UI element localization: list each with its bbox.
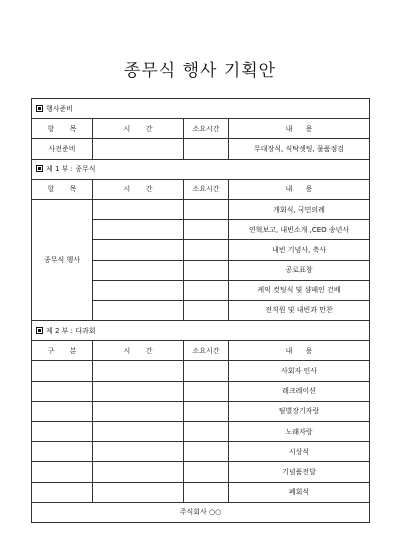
cell-category[interactable] — [32, 462, 93, 482]
table-row — [32, 199, 370, 219]
checkbox-bullet-icon — [36, 165, 43, 172]
cell-duration[interactable] — [184, 240, 229, 260]
column-header-time: 시 간 — [93, 119, 184, 139]
section-header-part2 — [32, 321, 370, 341]
column-header-category: 구 분 — [32, 341, 93, 361]
cell-duration[interactable] — [184, 139, 229, 159]
column-header-row — [32, 179, 370, 199]
cell-content: 공로표창 — [229, 260, 370, 280]
cell-content: 개회식, 국민의례 — [229, 199, 370, 219]
cell-time[interactable] — [93, 442, 184, 462]
column-header-row — [32, 341, 370, 361]
cell-category[interactable] — [32, 361, 93, 381]
document-title: 종무식 행사 기획안 — [123, 61, 277, 81]
cell-time[interactable] — [93, 139, 184, 159]
cell-duration[interactable] — [184, 442, 229, 462]
cell-content: 연혁보고, 내빈소개 ,CEO 송년사 — [229, 220, 370, 240]
cell-duration[interactable] — [184, 220, 229, 240]
cell-duration[interactable] — [184, 401, 229, 421]
column-header-item: 항 목 — [32, 179, 93, 199]
footer-row — [32, 502, 370, 522]
cell-duration[interactable] — [184, 381, 229, 401]
cell-time[interactable] — [93, 260, 184, 280]
cell-duration[interactable] — [184, 422, 229, 442]
cell-duration[interactable] — [184, 300, 229, 320]
cell-item: 사전준비 — [32, 139, 93, 159]
table-row — [32, 462, 370, 482]
section-title: 행사준비 — [46, 104, 74, 113]
column-header-time: 시 간 — [93, 341, 184, 361]
cell-time[interactable] — [93, 381, 184, 401]
cell-time[interactable] — [93, 462, 184, 482]
column-header-row — [32, 119, 370, 139]
section-title: 제 1 부 : 종무식 — [46, 165, 96, 174]
column-header-duration: 소요시간 — [184, 341, 229, 361]
checkbox-bullet-icon — [36, 105, 43, 112]
cell-category[interactable] — [32, 381, 93, 401]
column-header-duration: 소요시간 — [184, 179, 229, 199]
column-header-content: 내 용 — [229, 341, 370, 361]
checkbox-bullet-icon — [36, 327, 43, 334]
cell-time[interactable] — [93, 300, 184, 320]
cell-content: 무대장식, 식탁셋팅, 물품점검 — [229, 139, 370, 159]
column-header-item: 항 목 — [32, 119, 93, 139]
cell-category[interactable] — [32, 442, 93, 462]
column-header-duration: 소요시간 — [184, 119, 229, 139]
column-header-time: 시 간 — [93, 179, 184, 199]
cell-duration[interactable] — [184, 260, 229, 280]
cell-time[interactable] — [93, 401, 184, 421]
table-row — [32, 482, 370, 502]
table-row — [32, 422, 370, 442]
table-row — [32, 381, 370, 401]
table-row — [32, 401, 370, 421]
cell-category[interactable] — [32, 422, 93, 442]
cell-time[interactable] — [93, 280, 184, 300]
cell-category[interactable] — [32, 401, 93, 421]
cell-content: 노래자랑 — [229, 422, 370, 442]
section-header-part1 — [32, 159, 370, 179]
cell-content: 레크레이션 — [229, 381, 370, 401]
cell-time[interactable] — [93, 422, 184, 442]
cell-duration[interactable] — [184, 361, 229, 381]
cell-content: 전직원 및 내빈과 만찬 — [229, 300, 370, 320]
section-header-prep — [32, 99, 370, 119]
table-row — [32, 139, 370, 159]
cell-duration[interactable] — [184, 482, 229, 502]
cell-content: 폐회식 — [229, 482, 370, 502]
column-header-content: 내 용 — [229, 179, 370, 199]
column-header-content: 내 용 — [229, 119, 370, 139]
cell-duration[interactable] — [184, 280, 229, 300]
cell-duration[interactable] — [184, 199, 229, 219]
table-row — [32, 361, 370, 381]
cell-time[interactable] — [93, 240, 184, 260]
cell-content: 시상식 — [229, 442, 370, 462]
cell-time[interactable] — [93, 482, 184, 502]
cell-content: 내빈 기념사, 축사 — [229, 240, 370, 260]
cell-time[interactable] — [93, 220, 184, 240]
event-plan-table — [31, 98, 370, 523]
cell-content: 기념품전달 — [229, 462, 370, 482]
cell-duration[interactable] — [184, 462, 229, 482]
cell-time[interactable] — [93, 361, 184, 381]
company-name: 주식회사 ○○ — [32, 502, 370, 522]
table-row — [32, 442, 370, 462]
section-title: 제 2 부 : 다과회 — [46, 326, 96, 335]
cell-content: 사회자 인사 — [229, 361, 370, 381]
cell-time[interactable] — [93, 199, 184, 219]
cell-group-label: 종무식 행사 — [32, 199, 93, 320]
cell-category[interactable] — [32, 482, 93, 502]
cell-content: 케익 컷팅식 및 샴페인 건배 — [229, 280, 370, 300]
cell-content: 팀별장기자랑 — [229, 401, 370, 421]
